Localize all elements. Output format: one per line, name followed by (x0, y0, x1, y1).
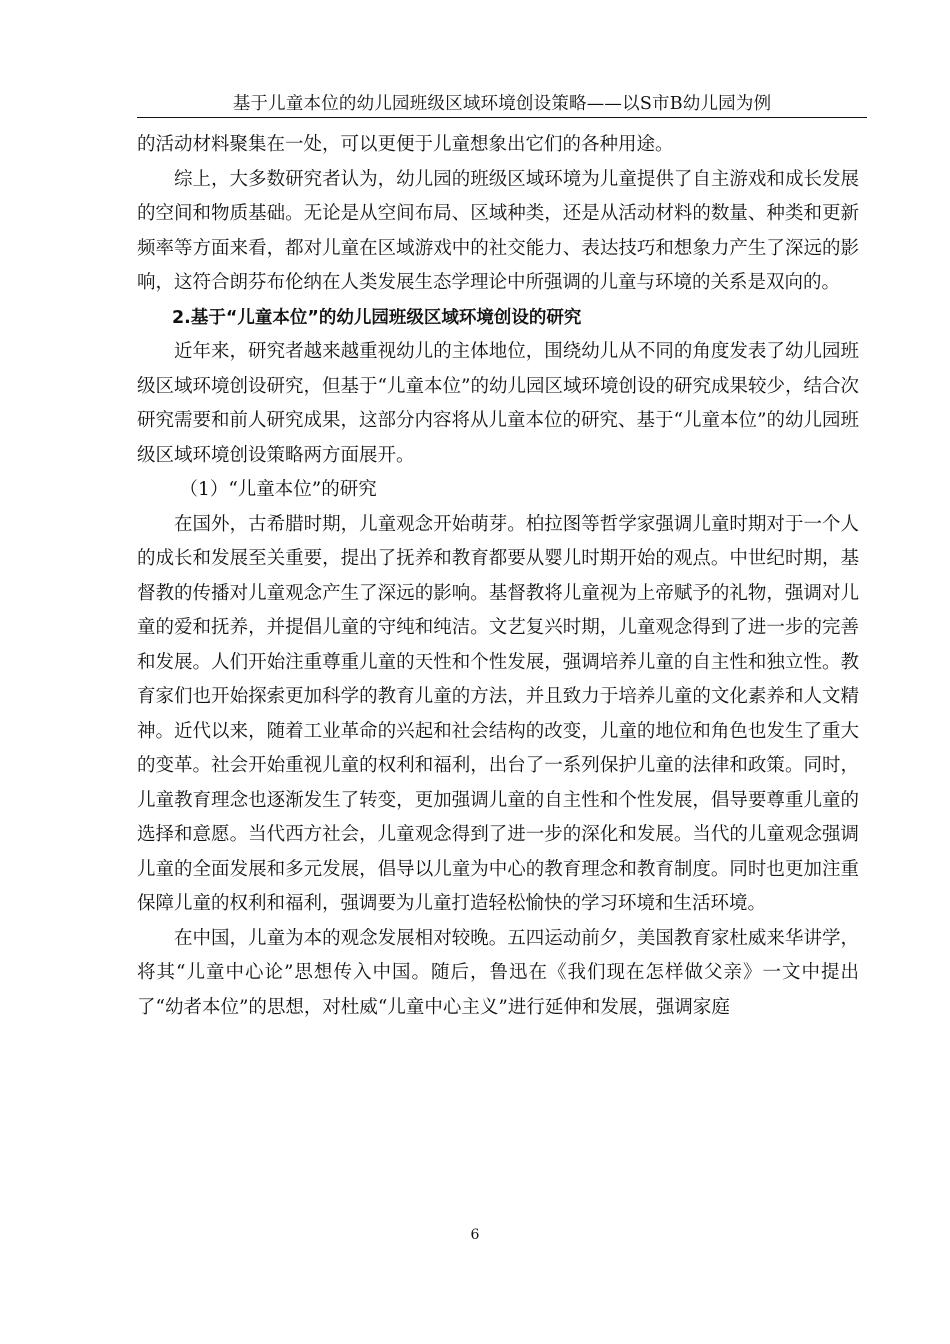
paragraph-summary: 综上，大多数研究者认为，幼儿园的班级区域环境为儿童提供了自主游戏和成长发展的空间和物质基础。无论是从空间布局、区域种类，还是从活动材料的数量、种类和更新频率等方面来看，都对儿童在区域游戏中的社交能力、表达技巧和想象力产生了深远的影响，这符合朗芬布伦纳在人类发展生态学理论中所强调的儿童与环境的关系是双向的。 (137, 168, 859, 293)
paragraph-intro: 近年来，研究者越来越重视幼儿的主体地位，围绕幼儿从不同的角度发表了幼儿园班级区域环境创设研究，但基于“儿童本位”的幼儿园区域环境创设的研究成果较少，结合次研究需要和前人研究成果，这部分内容将从儿童本位的研究、基于“儿童本位”的幼儿园班级区域环境创设策略两方面展开。 (137, 341, 859, 466)
subsection-heading: （1）“儿童本位”的研究 (179, 479, 377, 500)
paragraph-continuation: 的活动材料聚集在一处，可以更便于儿童想象出它们的各种用途。 (137, 134, 674, 155)
running-header-title: 基于儿童本位的幼儿园班级区域环境创设策略——以S市B幼儿园为例 (232, 94, 772, 114)
header-divider (137, 117, 867, 118)
document-body (137, 128, 859, 1025)
paragraph-foreign: 在国外，古希腊时期，儿童观念开始萌芽。柏拉图等哲学家强调儿童时期对于一个人的成长和发展至关重要，提出了抚养和教育都要从婴儿时期开始的观点。中世纪时期，基督教的传播对儿童观念产生了深远的影响。基督教将儿童视为上帝赋予的礼物，强调对儿童的爱和抚养，并提倡儿童的守纯和纯洁。文艺复兴时期，儿童观念得到了进一步的完善和发展。人们开始注重尊重儿童的天性和个性发展，强调培养儿童的自主性和独立性。教育家们也开始探索更加科学的教育儿童的方法，并且致力于培养儿童的文化素养和人文精神。近代以来，随着工业革命的兴起和社会结构的改变，儿童的地位和角色也发生了重大的变革。社会开始重视儿童的权利和福利，出台了一系列保护儿童的法律和政策。同时，儿童教育理念也逐渐发生了转变，更加强调儿童的自主性和个性发展，倡导要尊重儿童的选择和意愿。当代西方社会，儿童观念得到了进一步的深化和发展。当代的儿童观念强调儿童的全面发展和多元发展，倡导以儿童为中心的教育理念和教育制度。同时也更加注重保障儿童的权利和福利，强调要为儿童打造轻松愉快的学习环境和生活环境。 (137, 513, 859, 914)
page-number: 6 (470, 1227, 480, 1243)
paragraph-china: 在中国，儿童为本的观念发展相对较晚。五四运动前夕，美国教育家杜威来华讲学，将其“儿童中心论”思想传入中国。随后，鲁迅在《我们现在怎样做父亲》一文中提出了“幼者本位”的思想，对杜威“儿童中心主义”进行延伸和发展，强调家庭 (137, 927, 859, 1018)
section-heading: 2.基于“儿童本位”的幼儿园班级区域环境创设的研究 (172, 307, 582, 328)
